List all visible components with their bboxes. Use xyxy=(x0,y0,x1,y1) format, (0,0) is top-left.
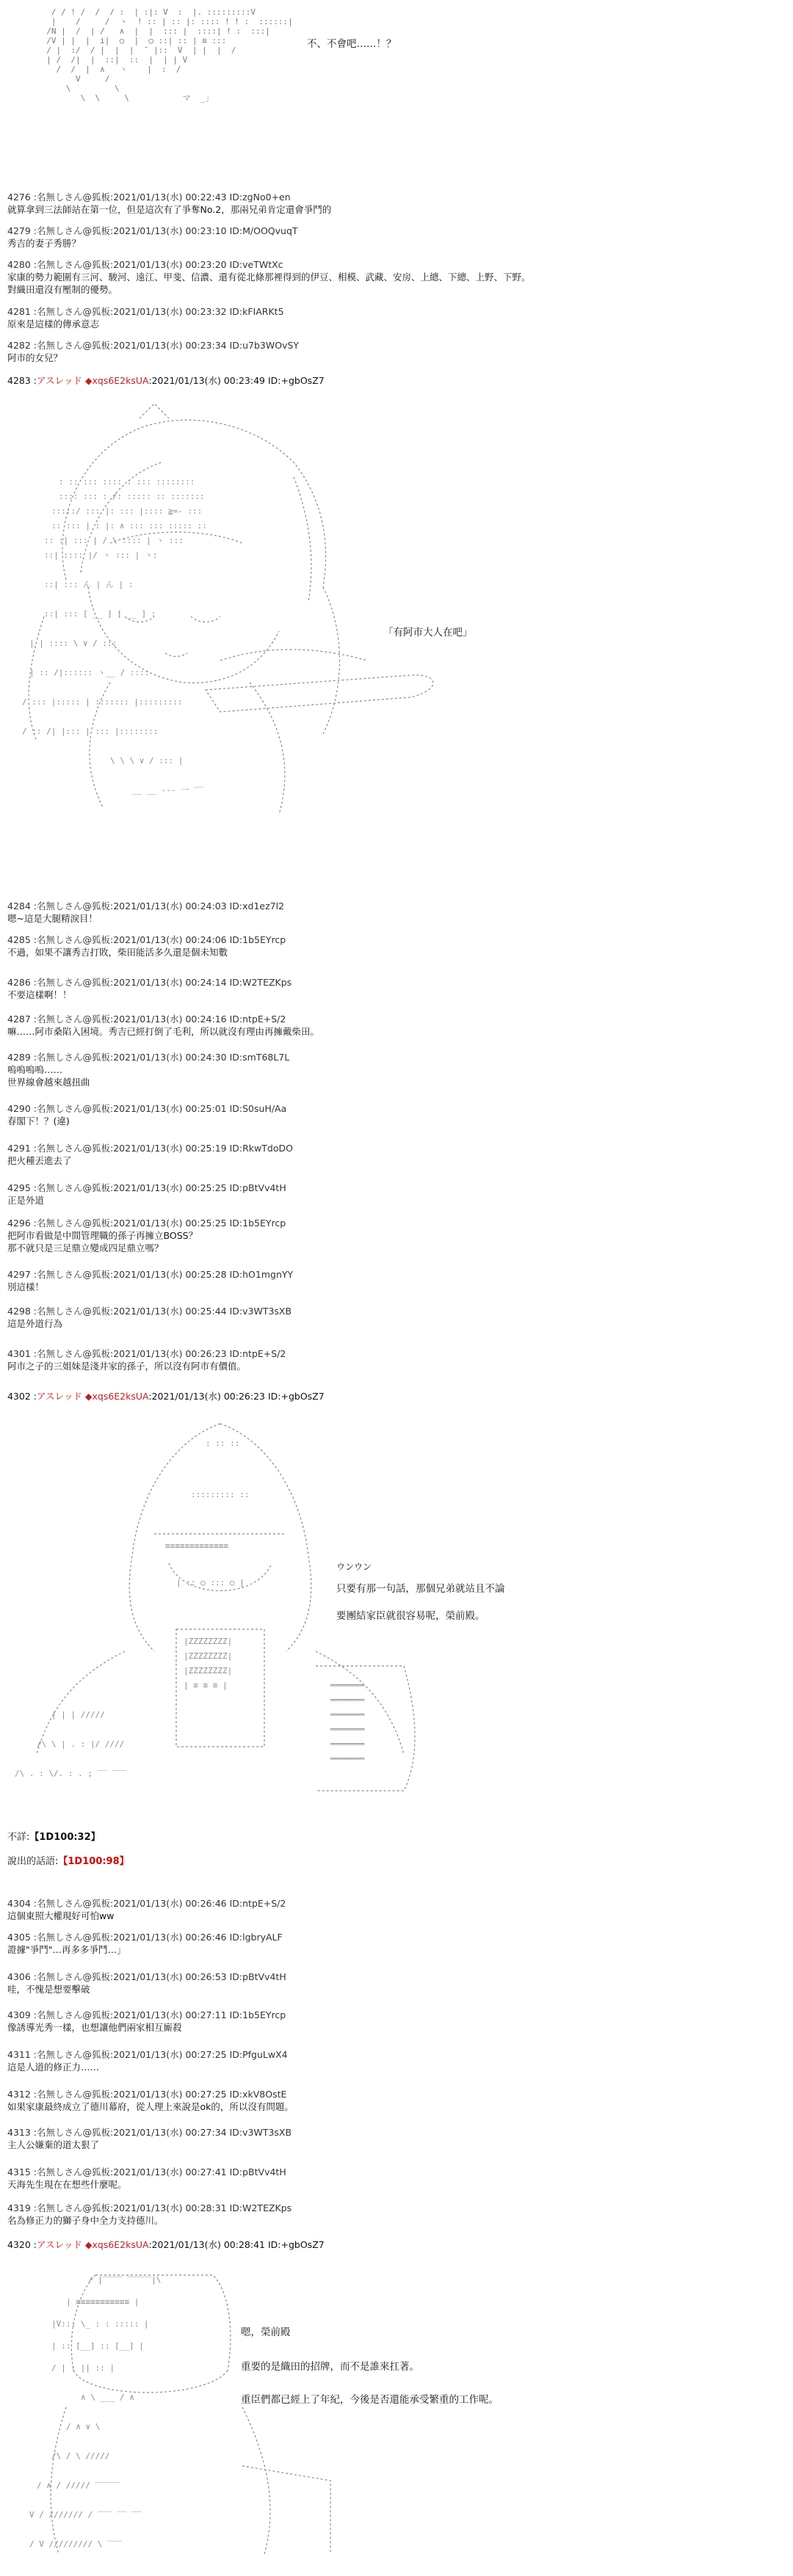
post-body: 就算拿到三法師站在第一位，但是這次有了爭奪No.2，那兩兄弟肯定還會爭鬥的 xyxy=(7,204,332,215)
post-4302-header: 4302 :アスレッド ◆xqs6E2ksUA:2021/01/13(水) 00:26:23 ID:+gbOsZ7 xyxy=(7,1391,325,1402)
svg-text:::::::::: ::: ::::::::: :: xyxy=(191,1490,250,1499)
speech-seated-1: 嗯，榮前殿 xyxy=(241,2326,291,2338)
dice-value-2: 【1D100:98】 xyxy=(58,1856,129,1867)
post-4281 xyxy=(7,305,786,330)
svg-text:: :: ::: :::: : ::: ::::::::: : :: ::: :::: : ::: :::::::: xyxy=(59,477,195,487)
post-4287: 4287 :名無しさん@狐板:2021/01/13(水) 00:24:16 ID:ntpE+S/2 嘛……阿市桑陷入困境。秀吉已經打倒了毛利，所以就沒有理由再擁戴柴田。 xyxy=(7,1014,320,1037)
post-header: 4280 :名無しさん@狐板:2021/01/13(水) 00:23:20 ID:veTWtXc xyxy=(7,259,283,270)
svg-text:═══════: ═══════ xyxy=(330,1710,365,1720)
svg-text:═══════: ═══════ xyxy=(330,1695,365,1705)
speech-hooded-2: 要團結家臣就很容易呢，榮前殿。 xyxy=(336,1610,485,1622)
svg-text:|ZZZZZZZZ|: |ZZZZZZZZ| xyxy=(184,1651,233,1661)
dice-roll-1: 不詳:【1D100:32】 xyxy=(7,1832,101,1843)
svg-text:═══════: ═══════ xyxy=(330,1725,365,1734)
svg-text:| ≡≡≡≡≡≡≡≡≡≡≡ |: | ≡≡≡≡≡≡≡≡≡≡≡ | xyxy=(66,2297,140,2307)
post-header: 4276 :名無しさん@狐板:2021/01/13(水) 00:22:43 ID:zgNo0+en xyxy=(7,192,291,203)
svg-text:| :: ○ ::: ○ |: | :: ○ ::: ○ | xyxy=(176,1578,245,1587)
svg-text:≡≡≡≡≡≡≡≡≡≡≡≡≡: ≡≡≡≡≡≡≡≡≡≡≡≡≡ xyxy=(165,1541,229,1551)
post-4280 xyxy=(7,258,786,296)
post-4301: 4301 :名無しさん@狐板:2021/01/13(水) 00:26:23 ID:ntpE+S/2 阿市之子的三姐妹是淺井家的孫子，所以沒有阿市有價值。 xyxy=(7,1348,286,1372)
poster-trip: ◆xqs6E2ksUA xyxy=(84,375,149,386)
post-4304: 4304 :名無しさん@狐板:2021/01/13(水) 00:26:46 ID:ntpE+S/2 這個東照大權現好可怕ww xyxy=(7,1898,286,1921)
post-4285: 4285 :名無しさん@狐板:2021/01/13(水) 00:24:06 ID:1b5EYrcp 不過，如果不讓秀吉打敗，柴田能活多久還是個未知數 xyxy=(7,934,286,958)
svg-text::: ::: | : |: ∧ ::: ::: :::::: :: ::: | : |: ∧ ::: ::: ::::: :: xyxy=(51,521,207,531)
speech-shocked: 不、不會吧……！？ xyxy=(307,38,396,50)
svg-text:═══════: ═══════ xyxy=(330,1754,365,1764)
svg-text:/\ / \ /////: /\ / \ ///// xyxy=(51,2451,110,2461)
svg-text::::: ::: : /: ::::: :: :::::::: :::: ::: : /: ::::: :: ::::::: xyxy=(59,492,205,501)
post-body: 家康的勢力範圍有三河、駿河、遠江、甲斐、信濃、還有從北條那裡得到的伊豆、相模、武藏、安房、上總、下總、上野、下野。 對織田還沒有壓制的優勢。 xyxy=(7,272,531,295)
post-4279 xyxy=(7,225,786,250)
speech-seated-2: 重要的是織田的招牌，而不是誰來扛著。 xyxy=(241,2361,419,2373)
post-4295: 4295 :名無しさん@狐板:2021/01/13(水) 00:25:25 ID:pBtVv4tH 正是外道 xyxy=(7,1182,286,1206)
svg-text:| :: [__] :: [__] |: | :: [__] :: [__] | xyxy=(51,2341,144,2351)
dice-roll-2: 說出的話語:【1D100:98】 xyxy=(7,1856,129,1867)
speech-ichi: 「有阿市大人在吧」 xyxy=(383,627,473,638)
post-4306: 4306 :名無しさん@狐板:2021/01/13(水) 00:26:53 ID:pBtVv4tH 哇，不愧是想要擊破 xyxy=(7,1971,286,1995)
speech-nod: ウンウン xyxy=(336,1562,372,1572)
dice-value-1: 【1D100:32】 xyxy=(29,1832,101,1843)
ascii-art-character-shocked: / / ! / / / : | :|: V : |. :::::::::V | / / ヽ ! :: | :: |: :::: ! ! : ::::::| /N | / | / ∧ | | ::: | ::::| ! : :::| /V | | | i| ○ | ○ ::| :: | ≡ ::: / | :/ / | | | ̄ |:: V | | | / | / /| | ::| :: | | | V / / | ∧ ヽ | : / V / \ \ \ \ \ マ _」 xyxy=(46,7,293,103)
svg-text:∧ \ ___ / ∧: ∧ \ ___ / ∧ xyxy=(81,2393,134,2402)
post-4286: 4286 :名無しさん@狐板:2021/01/13(水) 00:24:14 ID:W2TEZKps 不要這樣啊！！ xyxy=(7,977,292,1000)
svg-text:V / /////// / ‾‾‾ ‾‾ ‾‾: V / /////// / ‾‾‾ ‾‾ ‾‾ xyxy=(29,2510,142,2519)
post-body: 原來是這樣的傳承意志 xyxy=(7,319,100,330)
post-4311: 4311 :名無しさん@狐板:2021/01/13(水) 00:27:25 ID:PfguLwX4 這是人道的修正力…… xyxy=(7,2049,288,2073)
post-4283-header: 4283 :アスレッド ◆xqs6E2ksUA:2021/01/13(水) 00:23:49 ID:+gbOsZ7 xyxy=(7,375,325,386)
svg-text:| | | /////: | | | ///// xyxy=(51,1710,105,1720)
svg-text:/\ \ | . : |/ ////: /\ \ | . : |/ //// xyxy=(37,1739,125,1749)
svg-text:═══════: ═══════ xyxy=(330,1739,365,1749)
post-4297: 4297 :名無しさん@狐板:2021/01/13(水) 00:25:28 ID:hO1mgnYY 別這樣！ xyxy=(7,1269,294,1292)
post-4320-header: 4320 :アスレッド ◆xqs6E2ksUA:2021/01/13(水) 00:28:41 ID:+gbOsZ7 xyxy=(7,2239,325,2250)
svg-text:| ≡ ≡ ≡ |: | ≡ ≡ ≡ | xyxy=(184,1681,228,1690)
svg-text:|ZZZZZZZZ|: |ZZZZZZZZ| xyxy=(184,1637,233,1646)
post-body: 阿市的女兒？ xyxy=(7,352,63,363)
svg-text::::::/ ::: |: ::: |:::: ≧=- ::: :::::/ ::: |: ::: |:::: ≧=- ::: xyxy=(51,506,203,516)
svg-text:__ __ --- 一 ‾‾: __ __ --- 一 ‾‾ xyxy=(132,785,204,795)
svg-text:/ ::: |::::: | ::::::: |::::::: / ::: |::::: | ::::::: |::::::::: xyxy=(22,697,183,707)
ascii-art-girl-with-plate xyxy=(0,396,455,837)
svg-text:/ ∧ / ///// ‾‾‾‾‾: / ∧ / ///// ‾‾‾‾‾ xyxy=(37,2481,120,2490)
post-4290: 4290 :名無しさん@狐板:2021/01/13(水) 00:25:01 ID:S0suH/Aa 春閣下！？(違) xyxy=(7,1103,287,1127)
svg-text:/ V ///////// \ ‾‾‾: / V ///////// \ ‾‾‾ xyxy=(29,2539,122,2549)
svg-text:| :: /|:::::: ヽ__ / ::::: | :: /|:::::: ヽ__ / :::: xyxy=(29,668,150,677)
svg-text:/ ∧ ∨ \: / ∧ ∨ \ xyxy=(66,2422,101,2431)
speech-hooded-1: 只要有那一句話，那個兄弟就站且不論 xyxy=(336,1583,505,1595)
svg-text:: :: ::: : :: :: xyxy=(206,1438,240,1448)
svg-text:/ |‾‾‾‾ ‾‾‾‾‾|\: / |‾‾‾‾ ‾‾‾‾‾|\ xyxy=(88,2275,162,2285)
svg-text:\ \ \ ∨ / ::: |: \ \ \ ∨ / ::: | xyxy=(110,756,184,765)
svg-text:::| ::: ん | ん | :: ::| ::: ん | ん | : xyxy=(44,580,134,589)
post-4296: 4296 :名無しさん@狐板:2021/01/13(水) 00:25:25 ID:1b5EYrcp 把阿市看做是中間管理職的孫子再擁立BOSS？ 那不就只是三足鼎立變成四足鼎立嗎？ xyxy=(7,1218,286,1254)
poster-name: アスレッド xyxy=(37,375,82,386)
post-4289: 4289 :名無しさん@狐板:2021/01/13(水) 00:24:30 ID:smT68L7L 嗚嗚嗚嗚…… 世界線會越來越扭曲 xyxy=(7,1052,290,1088)
post-header: 4279 :名無しさん@狐板:2021/01/13(水) 00:23:10 ID:M/OOQvuqT xyxy=(7,225,298,236)
post-4309: 4309 :名無しさん@狐板:2021/01/13(水) 00:27:11 ID:1b5EYrcp 像誘導光秀一樣，也想讓他們兩家相互廝殺 xyxy=(7,2009,286,2033)
svg-text:| | :::: \ ∨ / :::: | | :::: \ ∨ / ::: xyxy=(29,638,117,648)
svg-text:|ZZZZZZZZ|: |ZZZZZZZZ| xyxy=(184,1666,233,1676)
post-4276 xyxy=(7,191,786,216)
post-header: 4281 :名無しさん@狐板:2021/01/13(水) 00:23:32 ID:kFIARKt5 xyxy=(7,306,284,317)
post-4319: 4319 :名無しさん@狐板:2021/01/13(水) 00:28:31 ID:W2TEZKps 名為修正力的獅子身中全力支持德川。 xyxy=(7,2202,292,2226)
post-4313: 4313 :名無しさん@狐板:2021/01/13(水) 00:27:34 ID:v3WT3sXB 主人公嫌棄的道太狠了 xyxy=(7,2127,292,2150)
post-header: 4282 :名無しさん@狐板:2021/01/13(水) 00:23:34 ID:u7b3WOvSY xyxy=(7,340,300,351)
svg-text:/ :: /| |::: | ::: |::::::::: / :: /| |::: | ::: |:::::::: xyxy=(22,727,159,736)
ascii-art-seated-character xyxy=(22,2260,338,2569)
post-4291: 4291 :名無しさん@狐板:2021/01/13(水) 00:25:19 ID:RkwTdoDO 把火種丟進去了 xyxy=(7,1143,293,1166)
post-4298: 4298 :名無しさん@狐板:2021/01/13(水) 00:25:44 ID:v3WT3sXB 這是外道行為 xyxy=(7,1306,292,1329)
post-body: 秀吉的妻子秀勝？ xyxy=(7,238,82,249)
svg-text:═══════: ═══════ xyxy=(330,1681,365,1690)
post-4315: 4315 :名無しさん@狐板:2021/01/13(水) 00:27:41 ID:pBtVv4tH 天海先生現在在想些什麼呢。 xyxy=(7,2166,286,2190)
svg-text:/\ . : \/. : . ; ‾‾ ‾: /\ . : \/. : . ; ‾‾ ‾‾‾ xyxy=(15,1769,127,1778)
svg-text:::| ::: [ __ ] [ __ ] :: ::| ::: [ __ ] [ __ ] : xyxy=(44,609,156,619)
post-4284: 4284 :名無しさん@狐板:2021/01/13(水) 00:24:03 ID:xd1ez7l2 嗯~這是大腿精淚目！ xyxy=(7,900,285,924)
post-4312: 4312 :名無しさん@狐板:2021/01/13(水) 00:27:25 ID:xkV8OstE 如果家康最終成立了德川幕府，從人理上來說是ok的，所以沒有問題。 xyxy=(7,2089,294,2112)
svg-text:::| :::: |/ ヽ ::: | ヽ:: ::| :::: |/ ヽ ::: | ヽ: xyxy=(44,550,158,560)
svg-text::: :| ::: | / \ :::: | ヽ :::: :: :| ::: | / \ :::: | ヽ ::: xyxy=(44,536,184,545)
svg-text:|V::: \_ : : ::::: |: |V::: \_ : : ::::: | xyxy=(51,2319,149,2329)
post-4282 xyxy=(7,339,786,364)
speech-seated-3: 重臣們都已經上了年紀，今後是否還能承受繁重的工作呢。 xyxy=(241,2394,499,2406)
svg-text:/ | : || :: |: / | : || :: | xyxy=(51,2363,115,2373)
post-4305: 4305 :名無しさん@狐板:2021/01/13(水) 00:26:46 ID:lgbryALF 證據"爭鬥"…再多多爭鬥…」 xyxy=(7,1932,283,1955)
